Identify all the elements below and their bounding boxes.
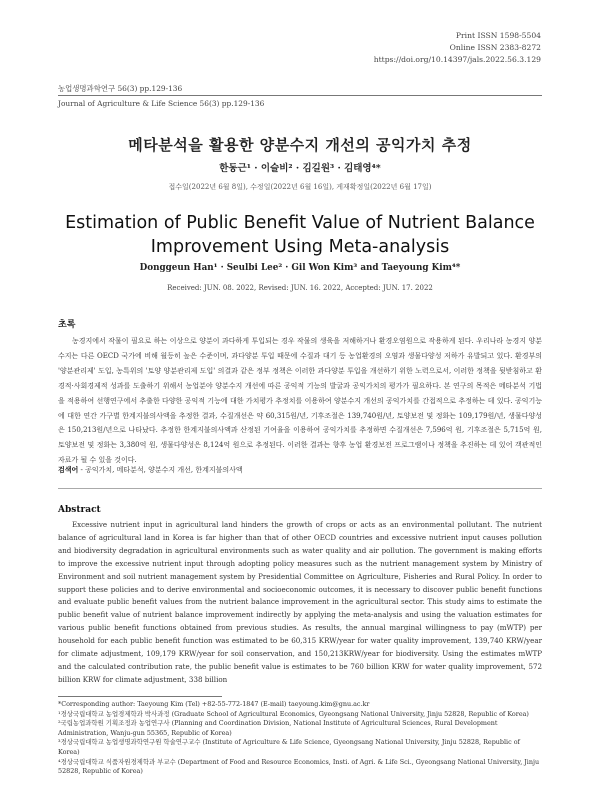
abstract-en-body: Excessive nutrient input in agricultural land hinders the growth of crops or acts as an environmental pollutant. The nutrient balance of agricultural land in Korea is far higher than that of other OECD countries and excessive nutrient input causes pollution and biodiversity degradation in agricultural environments such as water quality and air pollution. The government is making efforts to improve the excessive nutrient input through adopting policy measures such as the nutrient management system by Ministry of Environment and soil nutrient management system by Presidential Committee on Agriculture, Fisheries and Rural Policy. In order to support these policies and to derive environmental and socioeconomic outcomes, it is necessary to discover public benefit functions and evaluate public benefit values from the nutrient balance improvement in the agricultural sector. This study aims to estimate the public benefit value of nutrient balance improvement indirectly by applying the meta-analysis and using the valuation estimates for various public benefit functions obtained from previous studies. As results, the annual marginal willingness to pay (mWTP) per household for each public benefit function was estimated to be 60,315 KRW/year for water quality improvement, 139,740 KRW/year for climate adjustment, 109,179 KRW/year for soil conservation, and 150,213KRW/year for biodiversity. Using the estimates mWTP and the calculated contribution rate, the public benefit value is estimates to be 760 billion KRW for water quality improvement, 572 billion KRW for climate adjustment, 338 billion: [58, 520, 542, 684]
abstract-kr-heading: 초록: [58, 320, 76, 330]
footnote-affiliation-3: ³경상국립대학교 농업생명과학연구원 학술연구교수 (Institute of Agriculture & Life Science, Gyeongsang National University, Jinju 52828, Republic of Korea): [58, 738, 520, 756]
authors-en: Donggeun Han¹ · Seulbi Lee² · Gil Won Kim³ and Taeyoung Kim⁴*: [139, 263, 461, 273]
footnote-divider: [58, 696, 222, 697]
footnote-affiliation-1: ¹경상국립대학교 농업경제학과 박사과정 (Graduate School of Agricultural Economics, Gyeongsang National University, Jinju 52828, Republic of Korea): [58, 709, 529, 718]
abstract-en-heading: Abstract: [58, 505, 101, 515]
keywords: [58, 465, 542, 475]
issn-block: [374, 30, 541, 66]
footnote-affiliation-4: ⁴경상국립대학교 식품자원경제학과 부교수 (Department of Food and Resource Economics, Insti. of Agri. & Life Sci., Gyeongsang National University, Jinju 52828, Republic of Korea): [58, 757, 540, 776]
footnote-affiliation-2: ²국립농업과학원 기획조정과 농업연구사 (Planning and Coordination Division, National Institute of Agricultural Sciences, Rural Development Administration, Wanju-gun 55365, Republic of Korea): [58, 719, 498, 737]
dates-en: Received: JUN. 08. 2022, Revised: JUN. 16. 2022, Accepted: JUN. 17. 2022: [167, 284, 433, 292]
abstract-kr-body: 농경지에서 작물이 필요로 하는 이상으로 양분이 과다하게 투입되는 경우 작물의 생육을 저해하거나 환경오염원으로 작용하게 된다. 우리나라 농경지 양분수지는 다른 OECD 국가에 비해 월등히 높은 수준이며, 과다양분 투입 때문에 수질과 대기 등 농업환경의 오염과 생물다양성 저하가 유발되고 있다. 환경부의 '양분관리제' 도입, 농특위의 '토양 양분관리제 도입' 의결과 같은 정부 정책은 이러한 과다양분 투입을 개선하기 위한 노력으로서, 이러한 정책을 뒷받침하고 환경적·사회경제적 성과를 도출하기 위해서 농업분야 양분수지 개선에 따른 공익적 기능의 발굴과 공익가치의 평가가 필요하다. 본 연구의 목적은 메타분석 기법을 적용하여 선행연구에서 추출한 다양한 공익적 기능에 대한 가치평가 추정치를 이용하여 양분수지 개선의 공익가치를 간접적으로 추정하는 데 있다. 공익기능에 대한 연간 가구별 한계지불의사액을 추정한 결과, 수질개선은 약 60,315원/년, 기후조절은 139,740원/년, 토양보전 및 정화는 109,179원/년, 생물다양성은 150,213원/년으로 나타났다. 추정한 한계지불의사액과 산정된 기여율을 이용하여 공익가치를 추정하면 수질개선은 7,596억 원, 기후조절은 5,715억 원, 토양보전 및 정화는 3,380억 원, 생물다양성은 8,124억 원으로 추정된다. 이러한 결과는 향후 농업 환경보전 프로그램이나 정책을 추진하는 데 있어 객관적인 자료가 될 수 있을 것이다.: [58, 337, 542, 465]
keywords-label: 검색어: [58, 465, 79, 474]
dates-kr: 접수일(2022년 6월 8일), 수정일(2022년 6월 16일), 게재확정일(2022년 6월 17일): [168, 183, 432, 191]
section-divider: [58, 488, 542, 489]
journal-citation-en: Journal of Agriculture & Life Science 56(3) pp.129-136: [58, 99, 265, 108]
paper-title-en: Estimation of Public Benefit Value of Nutrient Balance Improvement Using Meta-analysis: [65, 213, 535, 257]
issn-print: Print ISSN 1598-5504: [455, 31, 541, 40]
journal-citation-kr: 농업생명과학연구 56(3) pp.129-136: [58, 84, 183, 93]
footnotes: [58, 700, 542, 777]
doi-link[interactable]: https://doi.org/10.14397/jals.2022.56.3.129: [373, 55, 541, 64]
keywords-list: - 공익가치, 메타분석, 양분수지 개선, 한계지불의사액: [78, 466, 243, 474]
header-divider: [58, 95, 542, 96]
paper-title-kr: 메타분석을 활용한 양분수지 개선의 공익가치 추정: [128, 136, 472, 154]
issn-online: Online ISSN 2383-8272: [449, 43, 541, 52]
footnote-corresponding: *Corresponding author: Taeyoung Kim (Tel) +82-55-772-1847 (E-mail) taeyoung.kim@gnu.ac.kr: [58, 700, 370, 708]
authors-kr: 한동근¹ · 이슬비² · 김길원³ · 김태영⁴*: [219, 163, 381, 174]
